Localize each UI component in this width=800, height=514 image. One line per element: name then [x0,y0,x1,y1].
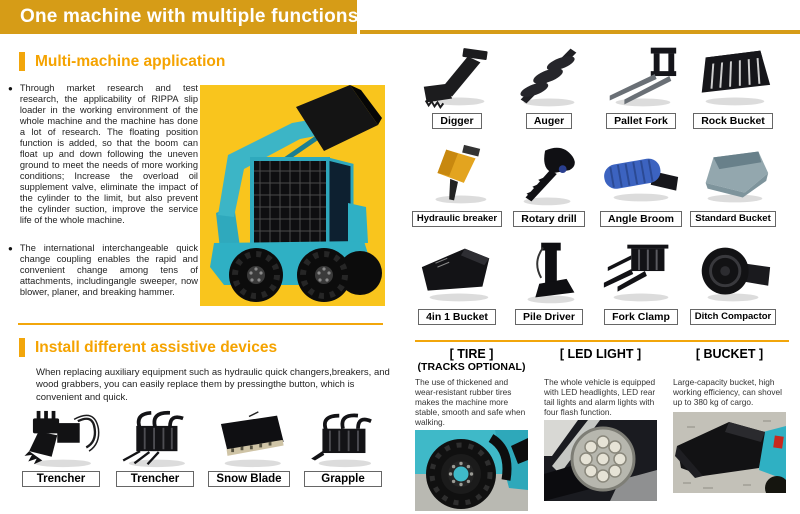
standard-bucket-icon [690,138,776,211]
ditch-compactor-icon [690,236,776,309]
tire-photo [415,430,528,511]
snow-blade-icon [205,408,293,468]
feature-text: Large-capacity bucket, high working efficiency, can shovel up to 380 kg of cargo. [673,377,782,407]
pallet-fork-icon [598,40,684,113]
device-label: Grapple [304,471,382,487]
device-label: Trencher [116,471,194,487]
trencher-icon [17,408,105,468]
bullet-paragraph-2 [8,243,198,298]
feature-title: [ BUCKET ] [695,347,764,361]
attachment-card [595,138,687,236]
device-card [202,408,296,487]
install-paragraph: When replacing auxiliary equipment such as hydraulic quick changers,breakers, and wood grabbers, you can easily replace them by pressingthe button, which is convenient and quick. [36,367,390,403]
angle-broom-icon [598,138,684,211]
attachment-label: Rock Bucket [693,113,773,129]
attachment-card [411,138,503,236]
bullet-paragraph-1 [8,83,198,226]
heading-accent-bar [19,52,25,71]
bullet-icon: ● [8,84,13,93]
paragraph-text: The international interchangeable quick change coupling enables the rapid and convenient change among tens of attachments, includingangle sweeper, now blower, planer, and breaking hammer. [19,243,198,297]
attachment-card [503,40,595,138]
feature-subtitle: (TRACKS OPTIONAL) [417,361,526,373]
rock-bucket-icon [690,40,776,113]
device-label: Trencher [22,471,100,487]
attachment-label: Angle Broom [600,211,682,227]
device-card [296,408,390,487]
section-title: Multi-machine application [35,52,226,70]
assistive-devices-grid [14,408,390,487]
hydraulic-breaker-icon [414,138,500,211]
feature-column-bucket [673,347,786,511]
attachment-label: Standard Bucket [690,211,776,227]
section-install-heading [19,338,277,357]
attachment-card [503,236,595,334]
attachment-card [687,138,779,236]
attachment-card [687,236,779,334]
four-in-one-bucket-icon [414,236,500,309]
left-section-divider [18,323,383,325]
attachment-label: Digger [432,113,481,129]
bucket-photo [673,412,786,493]
feature-subtitle [673,361,786,373]
trencher-icon [111,408,199,468]
page-title: One machine with multiple functions [20,6,359,27]
skid-steer-loader-illustration [200,85,385,306]
header-rule [360,30,800,34]
feature-subtitle [544,361,657,373]
right-section-divider [415,340,789,342]
heading-accent-bar [19,338,25,357]
led-light-photo [544,420,657,501]
attachment-label: 4in 1 Bucket [418,309,496,325]
section-title: Install different assistive devices [35,338,278,356]
attachments-grid [411,40,779,334]
paragraph-text: Through market research and test research, the applicability of RIPPA slip loader in the working environment of the whole machine and the machine has done a lot of research. The floating position function is added, so that the boom can float up and down following the uneven ground to meet the needs of more working conditions; Increase the overload oil supplement valve, eliminate the impact of the cylinder to the limit, but also prevent the cylinder suction, improve the service life of the whole machine. [19,83,198,225]
feature-text: The whole vehicle is equipped with LED headlights, LED rear tail lights and alarm lights with four flash function. [544,377,656,417]
feature-column-led [544,347,657,511]
auger-icon [506,40,592,113]
feature-title: [ TIRE ] [449,347,494,361]
attachment-card [595,236,687,334]
attachment-card [411,236,503,334]
grapple-icon [299,408,387,468]
feature-title: [ LED LIGHT ] [559,347,642,361]
features-section [415,347,786,511]
fork-clamp-icon [598,236,684,309]
attachment-label: Rotary drill [513,211,584,227]
section-multi-machine-heading [19,52,225,71]
attachment-card [595,40,687,138]
attachment-label: Ditch Compactor [690,309,777,325]
device-label: Snow Blade [208,471,289,487]
attachment-card [687,40,779,138]
attachment-card [411,40,503,138]
digger-icon [414,40,500,113]
loader-machine-image [200,85,385,306]
attachment-label: Pallet Fork [606,113,676,129]
feature-column-tire [415,347,528,511]
attachment-label: Pile Driver [515,309,583,325]
header-banner [0,0,357,34]
attachment-label: Hydraulic breaker [412,211,502,227]
device-card [108,408,202,487]
pile-driver-icon [506,236,592,309]
bullet-icon: ● [8,244,13,253]
attachment-label: Fork Clamp [604,309,678,325]
attachment-card [503,138,595,236]
rotary-drill-icon [506,138,592,211]
feature-text: The use of thickened and wear-resistant rubber tires makes the machine more stable, smooth and safe when walking. [415,377,526,427]
attachment-label: Auger [526,113,572,129]
device-card [14,408,108,487]
